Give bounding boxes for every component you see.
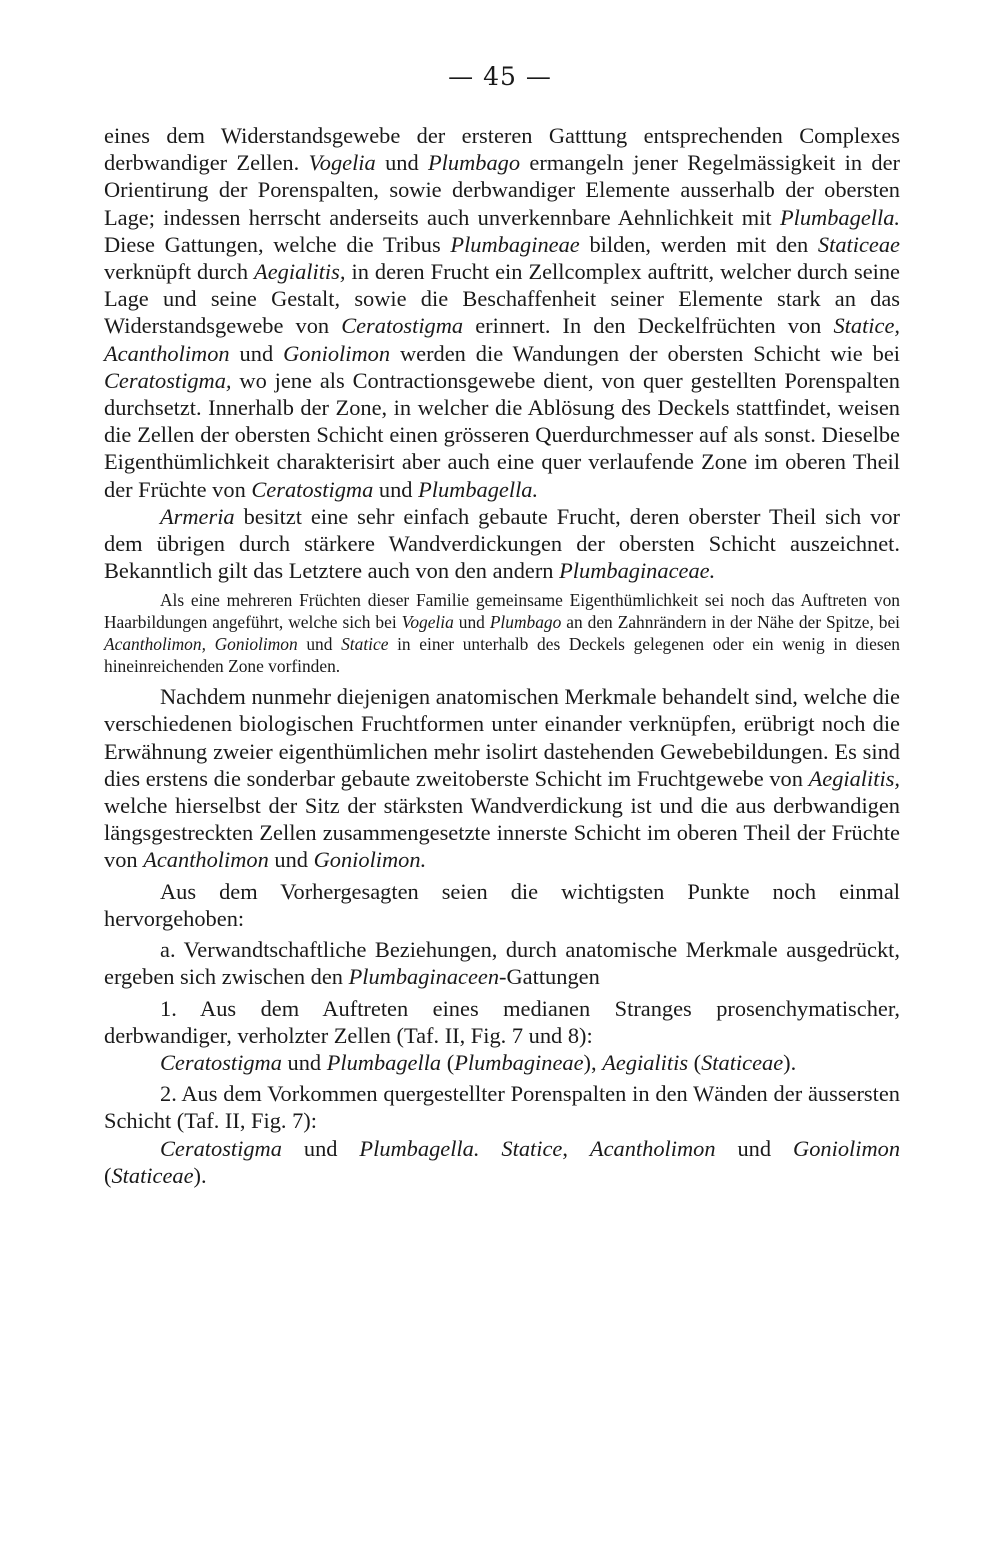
italic-genus: Ceratostigma — [341, 313, 464, 339]
italic-genus: Ceratostigma — [251, 476, 374, 502]
italic-genus: Goniolimon — [283, 340, 391, 366]
text-run: Als eine mehreren Früchten dieser Familie gemeinsame Eigenthümlichkeit sei noch das Auftreten von Haarbildungen angeführt, welche sich bei — [104, 590, 900, 633]
text-run: ). — [193, 1162, 207, 1188]
italic-genus: Statice, Acantholimon — [104, 313, 900, 366]
italic-genus: Plumbagella — [326, 1049, 442, 1075]
italic-genus: Staticeae — [817, 231, 900, 257]
text-run: werden die Wandungen der obersten Schicht wie bei — [390, 340, 900, 366]
body-text — [104, 122, 900, 1189]
text-run: ( — [104, 1162, 112, 1188]
italic-genus: Plumbago — [489, 612, 562, 633]
italic-genus: Plumbago — [428, 150, 521, 176]
text-run: -Gattungen — [499, 964, 600, 990]
italic-genus: Ceratostigma, — [104, 367, 232, 393]
paragraph-3-footnote — [104, 590, 900, 677]
italic-genus: Plumbagella. — [359, 1135, 480, 1161]
italic-genus: Ceratostigma — [160, 1049, 282, 1075]
paragraph-10 — [104, 1135, 900, 1189]
italic-genus: Aegialitis — [602, 1049, 689, 1075]
paragraph-8 — [104, 1049, 900, 1076]
text-run: und — [453, 612, 490, 633]
text-run: Diese Gattungen, welche die Tribus — [104, 231, 451, 257]
italic-genus: Plumbaginaceen — [348, 964, 500, 990]
paragraph-6 — [104, 936, 900, 990]
text-run: ). — [783, 1049, 797, 1075]
italic-genus: Armeria — [160, 503, 235, 529]
text-run: Aus dem Vorhergesagten seien die wichtigsten Punkte noch einmal hervorgehoben: — [104, 878, 900, 931]
italic-genus: Acantholimon, Goniolimon — [104, 633, 298, 654]
text-run: und — [375, 150, 428, 176]
text-run: und — [373, 476, 419, 502]
italic-genus: Goniolimon — [793, 1135, 901, 1161]
italic-genus: Staticeae — [701, 1049, 784, 1075]
italic-genus: Goniolimon. — [313, 847, 427, 873]
text-run: erinnert. In den Deckelfrüchten von — [463, 313, 834, 339]
text-run: welche hierselbst der Sitz der stärksten Wandverdickung ist und die aus derbwandigen längsgestreckten Zellen zusammengesetzte innerste Schicht im oberen Theil der Früchte von — [104, 793, 900, 873]
paragraph-4 — [104, 683, 900, 873]
italic-genus: Acantholimon — [143, 847, 269, 873]
text-run: Nachdem nunmehr diejenigen anatomischen Merkmale behandelt sind, welche die verschiedenen biologischen Fruchtformen unter einander verknüpfen, erübrigt noch die Erwähnung zweier eigenthümlichen mehr isolirt dastehenden Gewebebildungen. Es sind dies erstens die sonderbar gebaute zweitoberste Schicht im Fruchtgewebe von — [104, 684, 900, 791]
italic-genus: Ceratostigma — [160, 1135, 282, 1161]
text-run: 1. Aus dem Auftreten eines medianen Stranges prosenchymatischer, derbwandiger, verholzter Zellen (Taf. II, Fig. 7 und 8): — [104, 995, 900, 1048]
italic-genus: Statice — [501, 1135, 563, 1161]
italic-genus: Vogelia — [401, 612, 454, 633]
italic-genus: Statice — [341, 633, 389, 654]
paragraph-7 — [104, 995, 900, 1049]
text-run: und — [715, 1135, 794, 1161]
text-run: in deren Frucht ein Zellcomplex auftritt, welcher durch seine Lage und seine Gestalt, sowie die Beschaffenheit seiner Elemente stark an das Widerstandsgewebe von — [104, 259, 900, 339]
text-run: besitzt eine sehr einfach gebaute Frucht, deren oberster Theil sich vor dem übrigen durch stärkere Wandverdickungen der obersten Schicht auszeichnet. Bekanntlich gilt das Letztere auch von den andern — [104, 503, 900, 584]
text-run: eines dem Widerstandsgewebe der ersteren Gatttung entsprechenden Complexes derbwandiger Zellen. — [104, 123, 900, 176]
italic-genus: Acantholimon — [589, 1135, 716, 1161]
italic-genus: Plumbagella. — [779, 204, 900, 230]
text-run: , — [562, 1135, 590, 1161]
text-run: wo jene als Contractionsgewebe dient, von quer gestellten Porenspalten durchsetzt. Innerhalb der Zone, in welcher die Ablösung des Deckels stattfindet, weisen die Zellen der obersten Schicht einen grösseren Querdurchmesser auf als sonst. Dieselbe Eigenthümlichkeit charakterisirt aber auch eine quer verlaufende Zone im oberen Theil der Früchte von — [104, 367, 900, 502]
text-run: und — [281, 1135, 360, 1161]
italic-genus: Plumbagineae — [454, 1049, 584, 1075]
text-run: 2. Aus dem Vorkommen quergestellter Porenspalten in den Wänden der äussersten Schicht (Taf. II, Fig. 7): — [104, 1081, 900, 1134]
paragraph-1 — [104, 122, 900, 503]
text-run: ), — [583, 1049, 603, 1075]
text-run: ermangeln jener Regelmässigkeit in der Orientirung der Porenspalten, sowie derbwandiger Elemente ausserhalb der obersten Lage; indessen herrscht anderseits auch unverkennbare Aehnlichkeit mit — [104, 150, 900, 230]
text-run: und — [268, 847, 314, 873]
italic-genus: Vogelia — [308, 150, 376, 176]
text-run: und — [281, 1049, 327, 1075]
italic-genus: Plumbaginaceae. — [559, 558, 716, 584]
text-run: verknüpft durch — [104, 259, 255, 285]
paragraph-9 — [104, 1080, 900, 1134]
text-run: ( — [441, 1049, 455, 1075]
text-run: und — [297, 633, 342, 654]
text-run — [479, 1136, 501, 1161]
italic-genus: Plumbagella. — [418, 476, 539, 502]
text-run: ( — [688, 1049, 702, 1075]
paragraph-5 — [104, 878, 900, 932]
text-run: und — [229, 340, 284, 366]
italic-genus: Plumbagineae — [450, 231, 580, 257]
italic-genus: Aegialitis, — [808, 765, 900, 791]
text-run: an den Zahnrändern in der Nähe der Spitze, bei — [561, 612, 901, 633]
text-run: in einer unterhalb des Deckels gelegenen oder ein wenig in diesen hineinreichenden Zone vorfinden. — [104, 633, 900, 676]
text-run: bilden, werden mit den — [579, 231, 818, 257]
text-run: a. Verwandtschaftliche Beziehungen, durch anatomische Merkmale ausgedrückt, ergeben sich zwischen den — [104, 937, 900, 990]
italic-genus: Aegialitis, — [254, 259, 346, 285]
paragraph-2 — [104, 503, 900, 585]
italic-genus: Staticeae — [111, 1162, 194, 1188]
page-number: — 45 — — [448, 62, 552, 91]
